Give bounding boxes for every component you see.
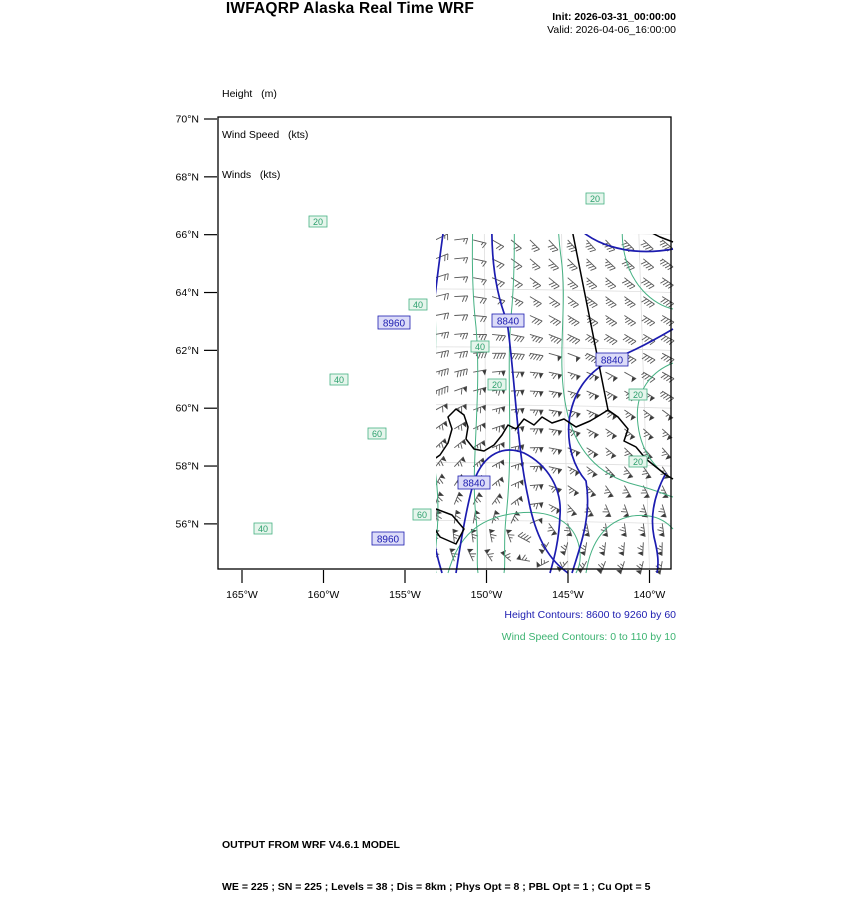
wind-speed-contour-label: 20 xyxy=(491,380,503,390)
wind-speed-contour-label: 40 xyxy=(333,375,345,385)
lat-tick-label: 56°N xyxy=(175,518,199,531)
lat-tick-label: 68°N xyxy=(175,171,199,184)
lon-tick-label: 140°W xyxy=(633,589,666,601)
wind-speed-contour-label: 20 xyxy=(312,217,324,227)
legend-line-height: Height (m) xyxy=(222,88,277,100)
contour-annotations xyxy=(502,604,676,648)
lat-tick-label: 64°N xyxy=(175,287,199,300)
height-contour-label: 8960 xyxy=(376,534,400,546)
model-info-line1: OUTPUT FROM WRF V4.6.1 MODEL xyxy=(222,839,400,851)
height-contour-label: 8840 xyxy=(462,478,486,490)
wind-speed-contour-label: 20 xyxy=(632,390,644,400)
wind-speed-contour-label: 40 xyxy=(257,524,269,534)
coastline xyxy=(216,115,673,573)
lon-tick-label: 145°W xyxy=(552,589,584,601)
lat-tick-label: 70°N xyxy=(175,113,199,126)
wind-speed-contour-label: 20 xyxy=(632,457,644,467)
legend-line-winds: Winds (kts) xyxy=(222,169,281,181)
lon-tick-label: 155°W xyxy=(389,589,421,601)
model-info-line2: WE = 225 ; SN = 225 ; Levels = 38 ; Dis = 8km ; Phys Opt = 8 ; PBL Opt = 1 ; Cu Opt = 5 xyxy=(222,881,651,893)
height-contour-label: 8840 xyxy=(600,355,624,367)
lat-tick-label: 62°N xyxy=(175,344,199,357)
map-canvas xyxy=(216,113,674,575)
lat-tick-label: 60°N xyxy=(175,402,199,415)
wind-barbs xyxy=(219,113,674,575)
wind-speed-contour-label: 60 xyxy=(371,429,383,439)
model-info xyxy=(222,810,650,908)
height-contours xyxy=(216,115,673,573)
wind-speed-contour-label: 20 xyxy=(589,194,601,204)
wind-speed-contour-label: 40 xyxy=(412,300,424,310)
lat-tick-label: 66°N xyxy=(175,229,199,242)
height-contour-label: 8840 xyxy=(496,316,520,328)
lat-tick-label: 58°N xyxy=(175,460,199,473)
wind-speed-contour-label: 40 xyxy=(474,342,486,352)
wind-speed-contour-label: 60 xyxy=(416,510,428,520)
valid-time-label: Valid: 2026-04-06_16:00:00 xyxy=(547,24,676,36)
wind-speed-contours xyxy=(216,115,673,573)
page-title: IWFAQRP Alaska Real Time WRF xyxy=(225,0,475,17)
height-contour-range: Height Contours: 8600 to 9260 by 60 xyxy=(504,609,676,621)
height-contour-label: 8960 xyxy=(382,318,406,330)
graticule xyxy=(218,116,671,570)
lon-tick-label: 160°W xyxy=(307,589,340,601)
wind-contour-range: Wind Speed Contours: 0 to 110 by 10 xyxy=(501,631,676,643)
lon-tick-label: 150°W xyxy=(470,589,503,601)
lon-tick-label: 165°W xyxy=(226,589,258,601)
map-frame xyxy=(218,117,671,569)
init-time-label: Init: 2026-03-31_00:00:00 xyxy=(552,11,676,23)
legend-line-windspeed: Wind Speed (kts) xyxy=(222,128,309,141)
